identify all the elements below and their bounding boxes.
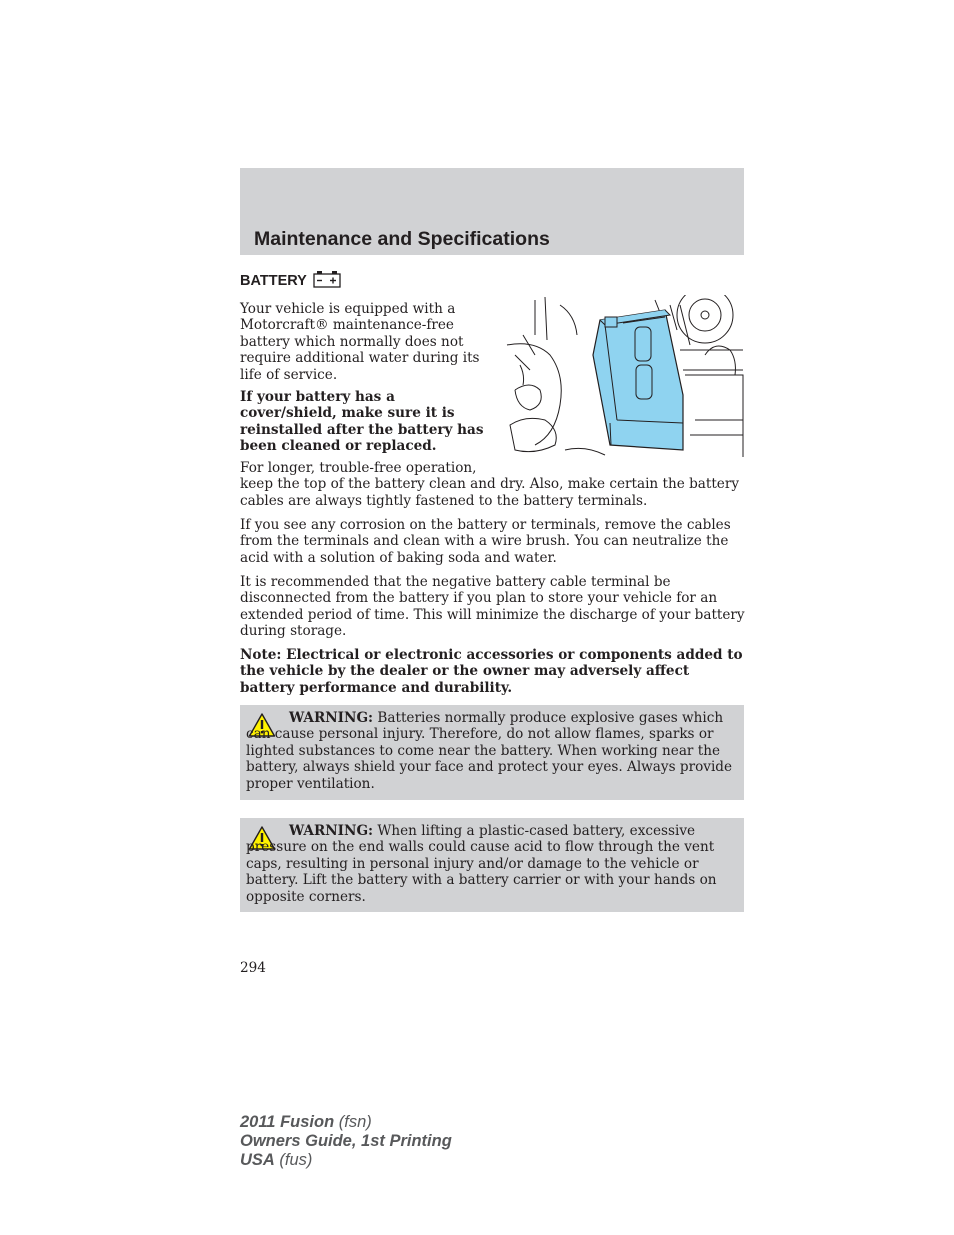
footer-model-code: (fsn) (334, 1113, 372, 1131)
maintenance-paragraph-start: For longer, trouble-free operation, (240, 460, 477, 476)
footer-guide: Owners Guide, 1st Printing (240, 1132, 452, 1150)
section-title: BATTERY (240, 273, 307, 289)
storage-paragraph: It is recommended that the negative battery cable terminal be disconnected from the battery if you plan to store your vehicle for an extended period of time. This will minimize the discharge of your battery during storage. (240, 574, 745, 640)
footer-line-guide (240, 1132, 452, 1151)
header-band (240, 168, 744, 255)
footer-model: 2011 Fusion (240, 1113, 335, 1131)
footer-line-market (240, 1151, 452, 1170)
maintenance-paragraph (240, 460, 745, 509)
section-heading (240, 270, 341, 292)
warning-box-lifting-battery (240, 818, 744, 912)
footer-market: USA (240, 1151, 275, 1169)
page-number: 294 (240, 960, 266, 976)
footer-line-model (240, 1113, 452, 1132)
battery-location-illustration (505, 295, 745, 457)
cover-note-paragraph: If your battery has a cover/shield, make sure it is reinstalled after the battery has been cleaned or replaced. (240, 389, 484, 455)
warning-text (246, 710, 738, 792)
footer-imprint (240, 1113, 452, 1170)
warning-box-explosive-gases (240, 705, 744, 800)
battery-icon (313, 270, 341, 292)
warning-body: When lifting a plastic-cased battery, excessive pressure on the end walls could cause acid to flow through the vent caps, resulting in personal injury and/or damage to the vehicle or battery. Lift the battery with a battery carrier or with your hands on opposite corners. (246, 823, 717, 905)
corrosion-paragraph: If you see any corrosion on the battery or terminals, remove the cables from the terminals and clean with a wire brush. You can neutralize the acid with a solution of baking soda and water. (240, 517, 731, 566)
warning-label: WARNING: (289, 823, 374, 839)
warning-label: WARNING: (289, 710, 374, 726)
footer-market-code: (fus) (274, 1151, 313, 1169)
intro-paragraph: Your vehicle is equipped with a Motorcraft® maintenance-free battery which normally does not require additional water during its life of service. (240, 301, 480, 383)
warning-body: Batteries normally produce explosive gases which can cause personal injury. Therefore, do not allow flames, sparks or lighted substances to come near the battery. When working near the battery, always shield your face and protect your eyes. Always provide proper ventilation. (246, 710, 733, 792)
page-title: Maintenance and Specifications (254, 228, 550, 250)
note-paragraph: Note: Electrical or electronic accessories or components added to the vehicle by the dealer or the owner may adversely affect battery performance and durability. (240, 647, 743, 696)
maintenance-paragraph-rest: keep the top of the battery clean and dry. Also, make certain the battery cables are always tightly fastened to the battery terminals. (240, 476, 740, 509)
warning-text (246, 823, 738, 905)
